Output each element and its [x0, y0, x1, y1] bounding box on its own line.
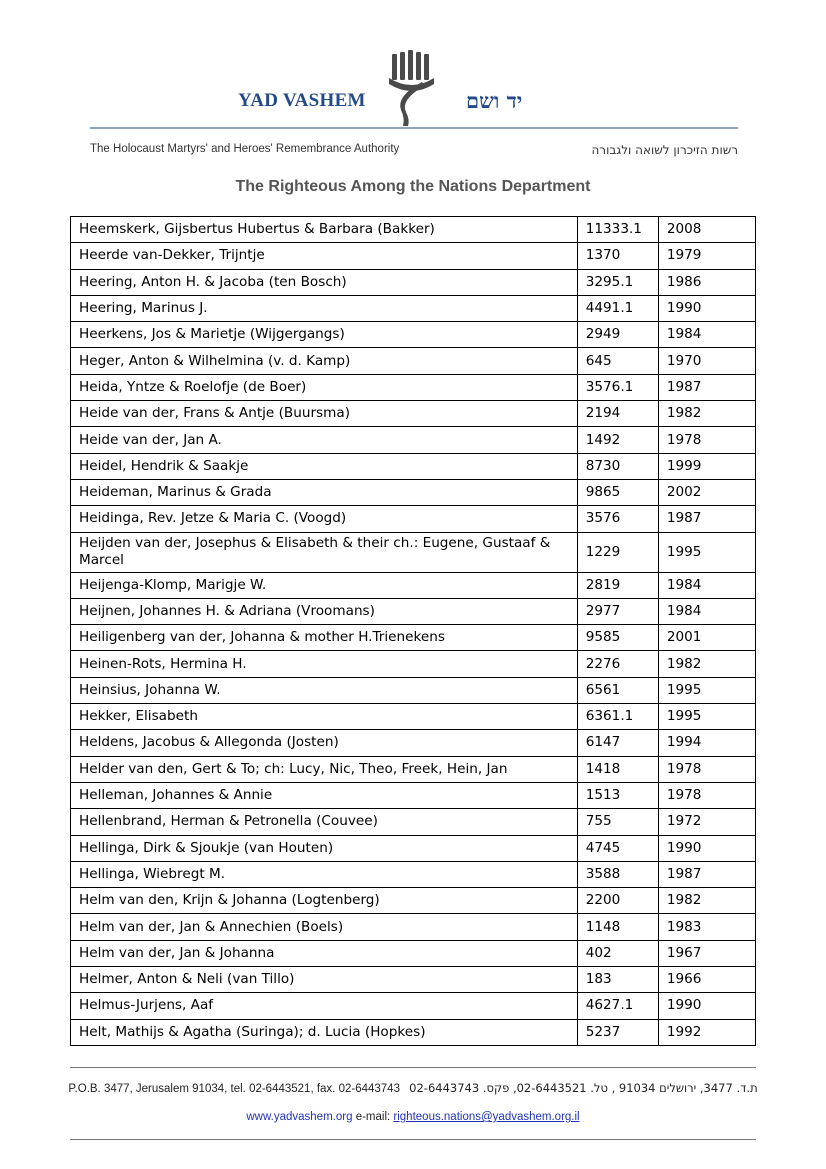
- name-cell: Heida, Yntze & Roelofje (de Boer): [71, 374, 578, 400]
- table-row: [71, 401, 756, 427]
- name-cell: Heemskerk, Gijsbertus Hubertus & Barbara (Bakker): [71, 217, 578, 243]
- file-number-cell: 2949: [577, 322, 658, 348]
- year-cell: 1995: [658, 532, 755, 572]
- year-cell: 1994: [658, 730, 755, 756]
- website-link[interactable]: www.yadvashem.org: [246, 1111, 353, 1123]
- year-cell: 1986: [658, 269, 755, 295]
- file-number-cell: 1492: [577, 427, 658, 453]
- name-cell: Helleman, Johannes & Annie: [71, 782, 578, 808]
- name-cell: Helder van den, Gert & To; ch: Lucy, Nic, Theo, Freek, Hein, Jan: [71, 756, 578, 782]
- name-cell: Heerkens, Jos & Marietje (Wijgergangs): [71, 322, 578, 348]
- file-number-cell: 645: [577, 348, 658, 374]
- file-number-cell: 4745: [577, 835, 658, 861]
- name-cell: Heiligenberg van der, Johanna & mother H.Trienekens: [71, 625, 578, 651]
- year-cell: 1966: [658, 967, 755, 993]
- file-number-cell: 11333.1: [577, 217, 658, 243]
- letterhead-logo: [0, 48, 826, 130]
- year-cell: 1978: [658, 427, 755, 453]
- footer-address: [0, 1081, 826, 1095]
- file-number-cell: 2200: [577, 888, 658, 914]
- table-row: [71, 704, 756, 730]
- year-cell: 1987: [658, 506, 755, 532]
- name-cell: Heger, Anton & Wilhelmina (v. d. Kamp): [71, 348, 578, 374]
- year-cell: 1987: [658, 374, 755, 400]
- file-number-cell: 6361.1: [577, 704, 658, 730]
- name-cell: Heijenga-Klomp, Marigje W.: [71, 572, 578, 598]
- name-cell: Hekker, Elisabeth: [71, 704, 578, 730]
- righteous-list-table: [70, 216, 756, 1046]
- table-row: [71, 967, 756, 993]
- table-row: [71, 940, 756, 966]
- year-cell: 1982: [658, 888, 755, 914]
- name-cell: Heide van der, Jan A.: [71, 427, 578, 453]
- file-number-cell: 3295.1: [577, 269, 658, 295]
- menorah-emblem-icon: [384, 48, 442, 128]
- year-cell: 1992: [658, 1019, 755, 1045]
- table-row: [71, 1019, 756, 1045]
- file-number-cell: 4627.1: [577, 993, 658, 1019]
- name-cell: Hellinga, Wiebregt M.: [71, 861, 578, 887]
- org-name-hebrew: יד ושם: [466, 88, 523, 113]
- org-name-english: YAD VASHEM: [238, 90, 366, 111]
- table-row: [71, 651, 756, 677]
- name-cell: Hellinga, Dirk & Sjoukje (van Houten): [71, 835, 578, 861]
- table-row: [71, 625, 756, 651]
- year-cell: 1967: [658, 940, 755, 966]
- name-cell: Helt, Mathijs & Agatha (Suringa); d. Lucia (Hopkes): [71, 1019, 578, 1045]
- file-number-cell: 8730: [577, 453, 658, 479]
- name-cell: Helm van der, Jan & Annechien (Boels): [71, 914, 578, 940]
- table-row: [71, 598, 756, 624]
- file-number-cell: 1418: [577, 756, 658, 782]
- year-cell: 1979: [658, 243, 755, 269]
- year-cell: 1978: [658, 756, 755, 782]
- name-cell: Heijnen, Johannes H. & Adriana (Vroomans): [71, 598, 578, 624]
- table-row: [71, 993, 756, 1019]
- table-row: [71, 348, 756, 374]
- year-cell: 1970: [658, 348, 755, 374]
- file-number-cell: 9585: [577, 625, 658, 651]
- table-row: [71, 243, 756, 269]
- name-cell: Helmus-Jurjens, Aaf: [71, 993, 578, 1019]
- year-cell: 1984: [658, 598, 755, 624]
- authority-english: The Holocaust Martyrs' and Heroes' Remembrance Authority: [90, 143, 400, 155]
- name-cell: Heideman, Marinus & Grada: [71, 479, 578, 505]
- email-link[interactable]: righteous.nations@yadvashem.org.il: [393, 1111, 580, 1123]
- year-cell: 2001: [658, 625, 755, 651]
- name-cell: Heidinga, Rev. Jetze & Maria C. (Voogd): [71, 506, 578, 532]
- header-divider: [90, 127, 738, 129]
- table-row: [71, 506, 756, 532]
- year-cell: 1982: [658, 401, 755, 427]
- table-row: [71, 677, 756, 703]
- table-row: [71, 427, 756, 453]
- year-cell: 1972: [658, 809, 755, 835]
- footer-contact: [0, 1111, 826, 1123]
- file-number-cell: 5237: [577, 1019, 658, 1045]
- table-row: [71, 809, 756, 835]
- year-cell: 1990: [658, 295, 755, 321]
- table-row: [71, 217, 756, 243]
- name-cell: Heering, Anton H. & Jacoba (ten Bosch): [71, 269, 578, 295]
- name-cell: Heinsius, Johanna W.: [71, 677, 578, 703]
- name-cell: Hellenbrand, Herman & Petronella (Couvee): [71, 809, 578, 835]
- year-cell: 1995: [658, 704, 755, 730]
- table-row: [71, 374, 756, 400]
- table-row: [71, 453, 756, 479]
- file-number-cell: 3588: [577, 861, 658, 887]
- address-english: P.O.B. 3477, Jerusalem 91034, tel. 02-6443521, fax. 02-6443743: [68, 1083, 400, 1095]
- year-cell: 1983: [658, 914, 755, 940]
- year-cell: 1982: [658, 651, 755, 677]
- department-title: The Righteous Among the Nations Department: [235, 178, 591, 195]
- table-row: [71, 572, 756, 598]
- year-cell: 2002: [658, 479, 755, 505]
- table-row: [71, 888, 756, 914]
- name-cell: Heerde van-Dekker, Trijntje: [71, 243, 578, 269]
- table-row: [71, 861, 756, 887]
- email-label: e-mail:: [355, 1111, 391, 1123]
- name-cell: Heide van der, Frans & Antje (Buursma): [71, 401, 578, 427]
- name-cell: Heering, Marinus J.: [71, 295, 578, 321]
- year-cell: 1990: [658, 993, 755, 1019]
- table-row: [71, 835, 756, 861]
- authority-hebrew: רשות הזיכרון לשואה ולגבורה: [591, 143, 738, 157]
- table-row: [71, 756, 756, 782]
- file-number-cell: 2819: [577, 572, 658, 598]
- file-number-cell: 1370: [577, 243, 658, 269]
- file-number-cell: 2194: [577, 401, 658, 427]
- file-number-cell: 1229: [577, 532, 658, 572]
- name-cell: Heldens, Jacobus & Allegonda (Josten): [71, 730, 578, 756]
- table-body: [71, 217, 756, 1046]
- name-cell: Heijden van der, Josephus & Elisabeth & their ch.: Eugene, Gustaaf & Marcel: [71, 532, 578, 572]
- year-cell: 1990: [658, 835, 755, 861]
- year-cell: 2008: [658, 217, 755, 243]
- name-cell: Helmer, Anton & Neli (van Tillo): [71, 967, 578, 993]
- name-cell: Helm van den, Krijn & Johanna (Logtenberg): [71, 888, 578, 914]
- file-number-cell: 3576.1: [577, 374, 658, 400]
- year-cell: 1995: [658, 677, 755, 703]
- year-cell: 1987: [658, 861, 755, 887]
- file-number-cell: 1148: [577, 914, 658, 940]
- file-number-cell: 402: [577, 940, 658, 966]
- table-row: [71, 322, 756, 348]
- footer-divider-top: [70, 1067, 756, 1068]
- year-cell: 1978: [658, 782, 755, 808]
- authority-line: [90, 143, 738, 157]
- file-number-cell: 6561: [577, 677, 658, 703]
- table-row: [71, 479, 756, 505]
- year-cell: 1984: [658, 322, 755, 348]
- address-hebrew: ת.ד. 3477, ירושלים 91034 , טל. 02-6443521, פקס. 02-6443743: [409, 1081, 758, 1095]
- table-row: [71, 269, 756, 295]
- file-number-cell: 4491.1: [577, 295, 658, 321]
- file-number-cell: 755: [577, 809, 658, 835]
- table-row: [71, 914, 756, 940]
- file-number-cell: 2276: [577, 651, 658, 677]
- table-row: [71, 532, 756, 572]
- file-number-cell: 1513: [577, 782, 658, 808]
- name-cell: Helm van der, Jan & Johanna: [71, 940, 578, 966]
- file-number-cell: 183: [577, 967, 658, 993]
- table-row: [71, 782, 756, 808]
- year-cell: 1984: [658, 572, 755, 598]
- footer-divider-bottom: [70, 1139, 756, 1140]
- table-row: [71, 730, 756, 756]
- name-cell: Heidel, Hendrik & Saakje: [71, 453, 578, 479]
- file-number-cell: 6147: [577, 730, 658, 756]
- name-cell: Heinen-Rots, Hermina H.: [71, 651, 578, 677]
- year-cell: 1999: [658, 453, 755, 479]
- table-row: [71, 295, 756, 321]
- file-number-cell: 3576: [577, 506, 658, 532]
- file-number-cell: 9865: [577, 479, 658, 505]
- file-number-cell: 2977: [577, 598, 658, 624]
